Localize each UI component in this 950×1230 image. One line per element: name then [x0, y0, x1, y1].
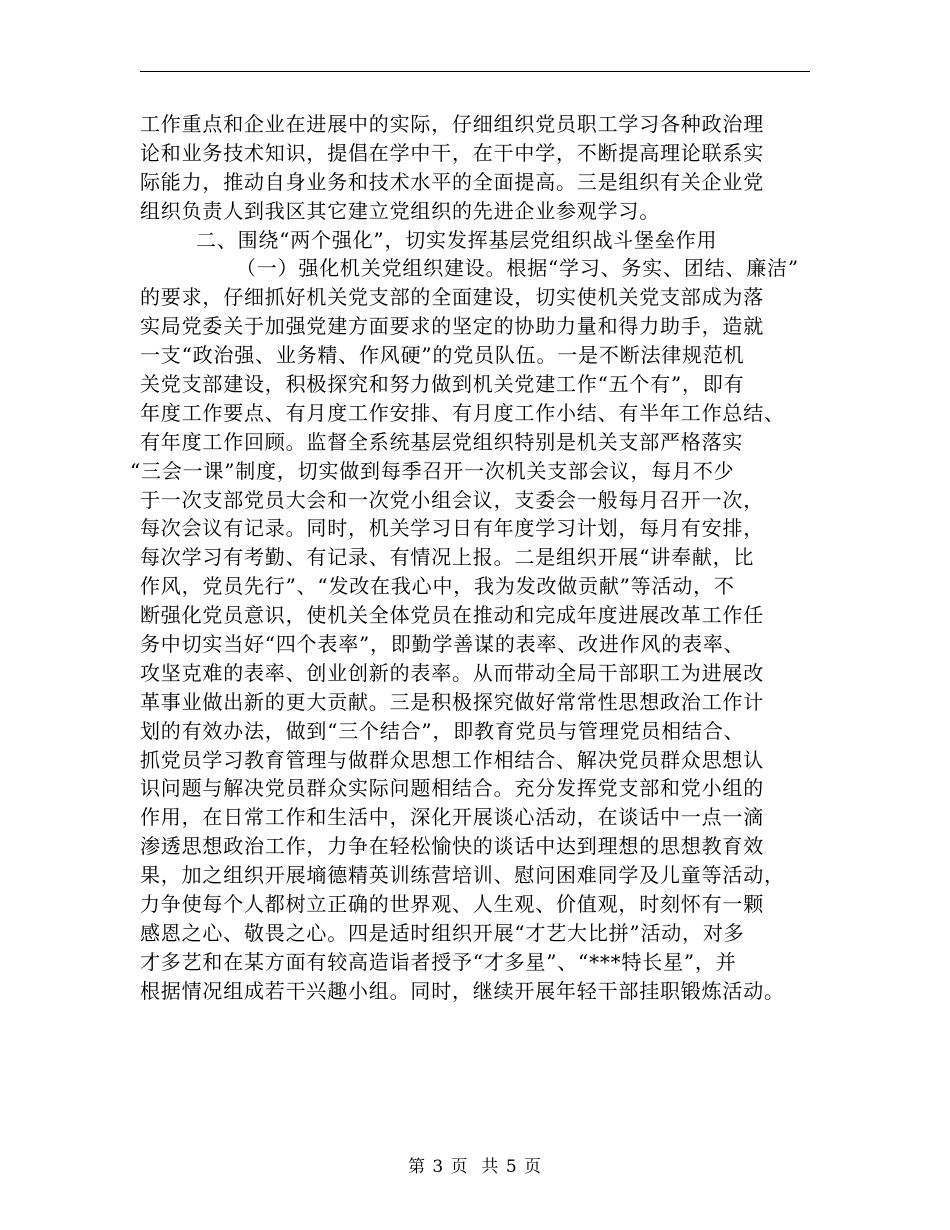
page-label-middle: 页 共: [450, 1157, 500, 1177]
body-line: 际能力，推动自身业务和技术水平的全面提高。三是组织有关企业党: [140, 169, 764, 194]
body-line: 力争使每个人都树立正确的世界观、人生观、价值观，时刻怀有一颗: [140, 892, 764, 917]
body-line: 作用，在日常工作和生活中，深化开展谈心活动，在谈话中一点一滴: [140, 805, 764, 830]
body-line: 果，加之组织开展墒德精英训练营培训、慰问困难同学及儿童等活动，: [140, 863, 785, 888]
body-line: 论和业务技术知识，提倡在学中干，在干中学，不断提高理论联系实: [140, 140, 764, 165]
body-line: 务中切实当好“四个表率”，即勤学善谋的表率、改进作风的表率、: [140, 632, 745, 657]
body-line: 每次学习有考勤、有记录、有情况上报。二是组织开展“讲奉献，比: [140, 545, 755, 570]
body-line: 感恩之心、敬畏之心。四是适时组织开展“才艺大比拼”活动，对多: [140, 920, 745, 945]
body-line: 有年度工作回顾。监督全系统基层党组织特别是机关支部严格落实: [140, 429, 744, 454]
body-line: 关党支部建设，积极探究和努力做到机关党建工作“五个有”，即有: [140, 372, 745, 397]
body-line: 划的有效办法，做到“三个结合”，即教育党员与管理党员相结合、: [140, 718, 745, 743]
body-line: 根据情况组成若干兴趣小组。同时，继续开展年轻干部挂职锻炼活动。: [140, 978, 785, 1003]
body-line: 攻坚克难的表率、创业创新的表率。从而带动全局干部职工为进展改: [140, 660, 764, 685]
body-line: 于一次支部党员大会和一次党小组会议，支委会一般每月召开一次，: [140, 487, 764, 512]
page-label-prefix: 第: [407, 1157, 426, 1177]
body-line: 渗透思想政治工作，力争在轻松愉快的谈话中达到理想的思想教育效: [140, 834, 764, 859]
body-line: 才多艺和在某方面有较高造诣者授予“才多星”、“***特长星”，并: [140, 949, 737, 974]
body-line: “三会一课”制度，切实做到每季召开一次机关支部会议，每月不少: [130, 458, 735, 483]
section-heading: 二、围绕“两个强化”，切实发挥基层党组织战斗堡垒作用: [196, 227, 718, 252]
body-line: 年度工作要点、有月度工作安排、有月度工作小结、有半年工作总结、: [140, 400, 785, 425]
body-line: 工作重点和企业在进展中的实际，仔细组织党员职工学习各种政治理: [140, 112, 764, 136]
subsection-heading: （一）强化机关党组织建设。根据“学习、务实、团结、廉洁”: [236, 256, 799, 281]
body-line: 一支“政治强、业务精、作风硬”的党员队伍。一是不断法律规范机: [140, 343, 745, 368]
header-rule: [140, 71, 810, 72]
body-line: 每次会议有记录。同时，机关学习日有年度学习计划，每月有安排，: [140, 516, 764, 541]
page-label-suffix: 页: [524, 1157, 543, 1177]
body-line: 的要求，仔细抓好机关党支部的全面建设，切实使机关党支部成为落: [140, 285, 764, 310]
body-line: 革事业做出新的更大贡献。三是积极探究做好常常性思想政治工作计: [140, 689, 764, 714]
page-footer: [0, 1152, 950, 1177]
body-line: 断强化党员意识，使机关全体党员在推动和完成年度进展改革工作任: [140, 603, 764, 628]
total-pages-number: 5: [505, 1157, 518, 1177]
current-page-number: 3: [432, 1157, 445, 1177]
body-line: 实局党委关于加强党建方面要求的坚定的协助力量和得力助手，造就: [140, 314, 764, 339]
body-line: 作风，党员先行”、“发改在我心中，我为发改做贡献”等活动，不: [140, 574, 735, 599]
document-body: [130, 110, 812, 1006]
body-line: 抓党员学习教育管理与做群众思想工作相结合、解决党员群众思想认: [140, 747, 764, 772]
body-line: 识问题与解决党员群众实际问题相结合。充分发挥党支部和党小组的: [140, 776, 764, 801]
body-line: 组织负责人到我区其它建立党组织的先进企业参观学习。: [140, 198, 660, 223]
